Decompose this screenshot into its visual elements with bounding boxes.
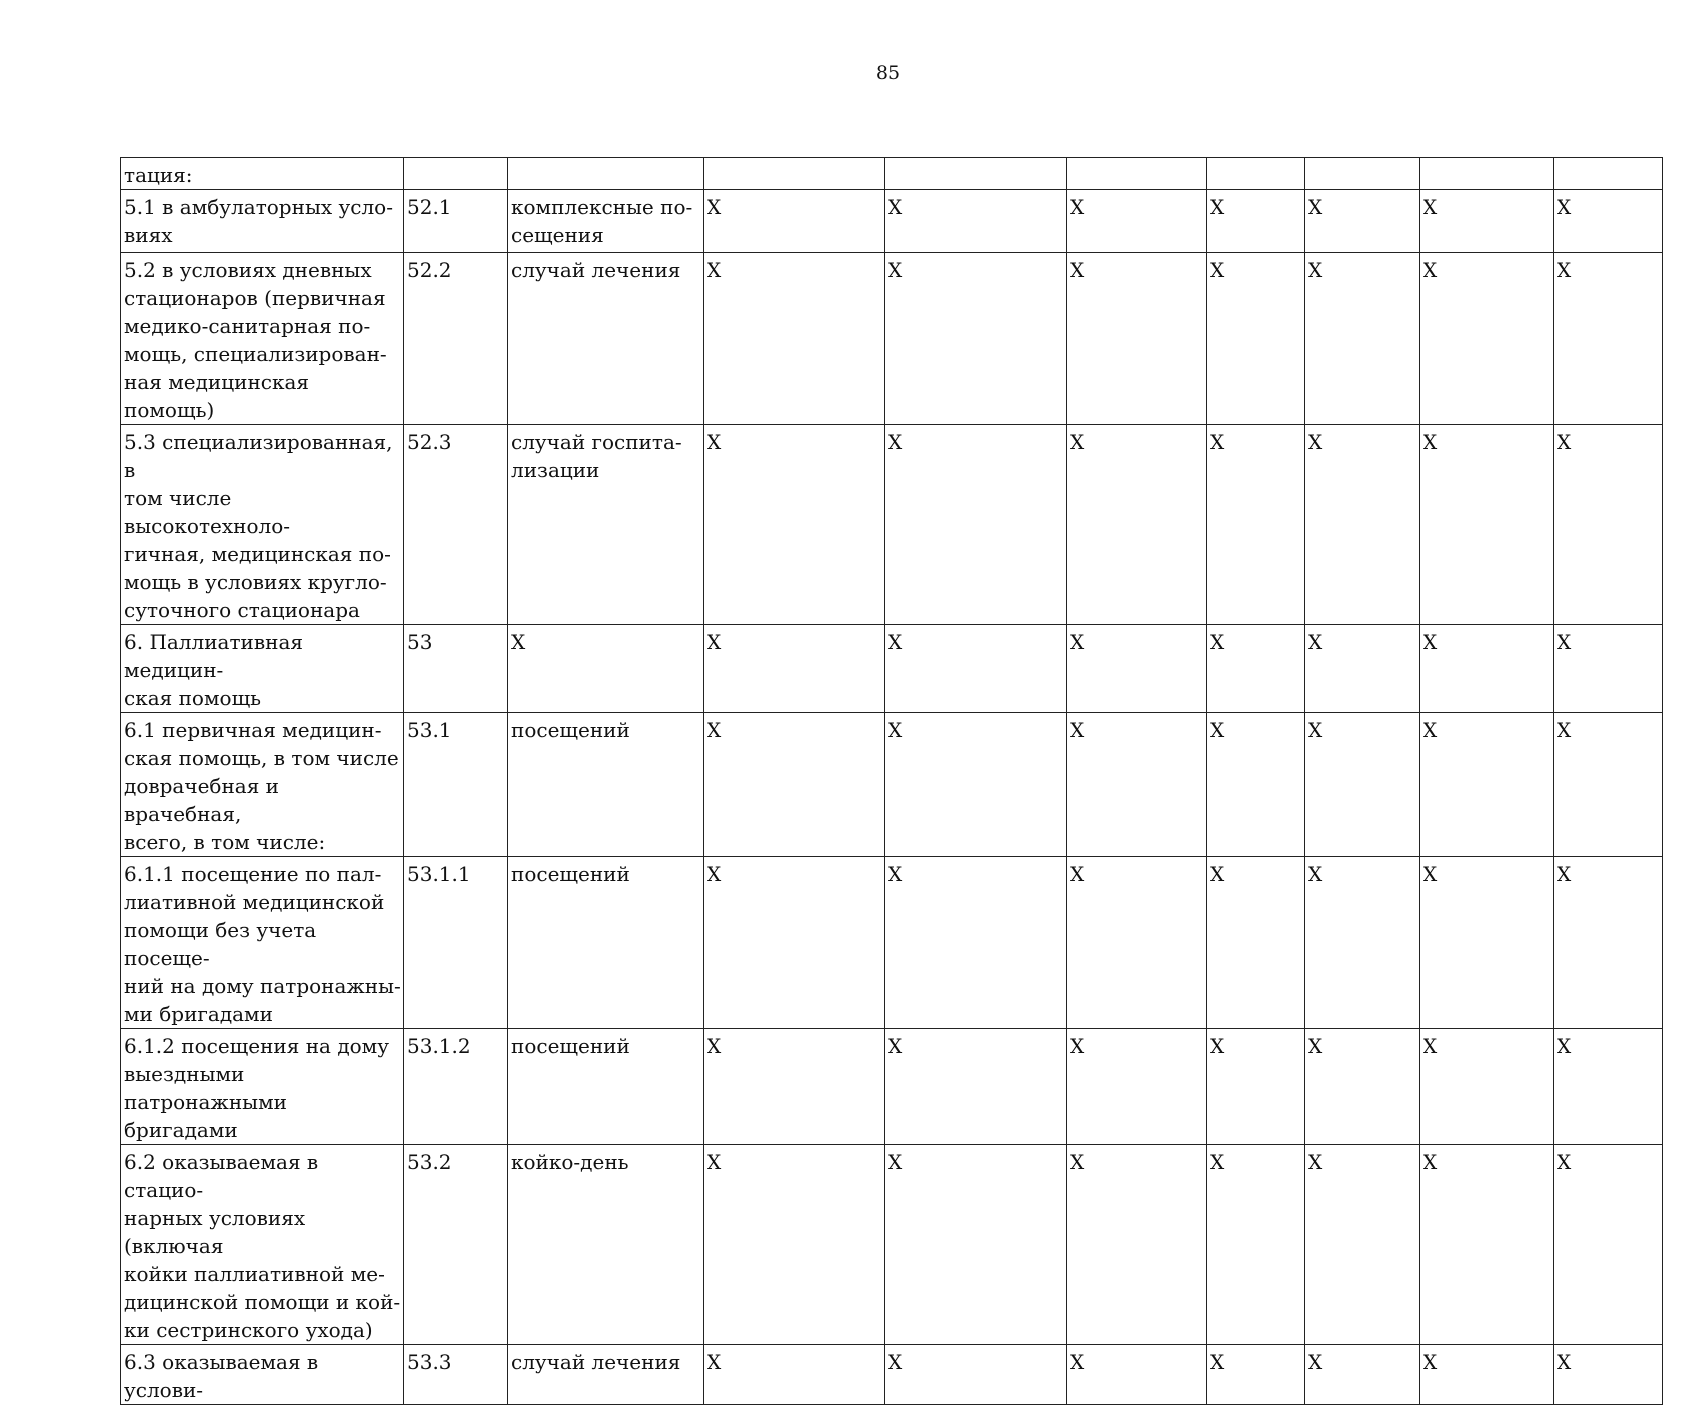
mark-cell: X: [1305, 713, 1420, 857]
services-table: [120, 157, 1663, 1405]
table-row: [121, 857, 1663, 1029]
mark-cell: [1554, 158, 1663, 190]
table-row: [121, 1345, 1663, 1405]
mark-cell: X: [704, 190, 885, 253]
mark-cell: X: [1420, 625, 1554, 713]
mark-cell: X: [1420, 1345, 1554, 1405]
row-code-cell: 53.2: [404, 1145, 508, 1345]
mark-cell: X: [1305, 857, 1420, 1029]
row-unit-cell: случай лечения: [508, 253, 704, 425]
mark-cell: X: [1420, 713, 1554, 857]
row-unit-cell: койко-день: [508, 1145, 704, 1345]
mark-cell: X: [1554, 1345, 1663, 1405]
mark-cell: X: [885, 425, 1067, 625]
mark-cell: X: [885, 1029, 1067, 1145]
page-number: 85: [875, 62, 901, 84]
mark-cell: X: [1305, 1029, 1420, 1145]
row-name-cell: 6.1 первичная медицин- ская помощь, в том числе доврачебная и врачебная, всего, в том числе:: [121, 713, 404, 857]
mark-cell: X: [1420, 425, 1554, 625]
mark-cell: X: [885, 713, 1067, 857]
row-name-cell: 6. Паллиативная медицин- ская помощь: [121, 625, 404, 713]
mark-cell: X: [1305, 625, 1420, 713]
mark-cell: [885, 158, 1067, 190]
mark-cell: X: [1207, 425, 1305, 625]
mark-cell: [1067, 158, 1207, 190]
row-unit-cell: случай госпита- лизации: [508, 425, 704, 625]
mark-cell: X: [1554, 425, 1663, 625]
row-unit-cell: посещений: [508, 857, 704, 1029]
mark-cell: X: [1067, 1029, 1207, 1145]
row-code-cell: [404, 158, 508, 190]
mark-cell: X: [1305, 1145, 1420, 1345]
mark-cell: X: [1207, 1345, 1305, 1405]
mark-cell: X: [1067, 713, 1207, 857]
row-code-cell: 53.1.2: [404, 1029, 508, 1145]
mark-cell: X: [1207, 253, 1305, 425]
mark-cell: X: [704, 425, 885, 625]
row-name-cell: 6.2 оказываемая в стацио- нарных условиях (включая койки паллиативной ме- дицинской помощи и кой- ки сестринского ухода): [121, 1145, 404, 1345]
mark-cell: X: [1207, 190, 1305, 253]
mark-cell: X: [1067, 857, 1207, 1029]
mark-cell: X: [885, 253, 1067, 425]
row-name-cell: 6.1.1 посещение по пал- лиативной медицинской помощи без учета посеще- ний на дому патронажны- ми бригадами: [121, 857, 404, 1029]
mark-cell: X: [1067, 190, 1207, 253]
mark-cell: X: [1207, 713, 1305, 857]
table-row: [121, 253, 1663, 425]
table-row: [121, 190, 1663, 253]
mark-cell: X: [1554, 1145, 1663, 1345]
mark-cell: X: [1207, 1145, 1305, 1345]
mark-cell: X: [1554, 253, 1663, 425]
table-row: [121, 425, 1663, 625]
row-name-cell: 6.1.2 посещения на дому выездными патронажными бригадами: [121, 1029, 404, 1145]
mark-cell: X: [1067, 253, 1207, 425]
row-name-cell: 6.3 оказываемая в услови-: [121, 1345, 404, 1405]
mark-cell: X: [1067, 1345, 1207, 1405]
table-row: [121, 1145, 1663, 1345]
mark-cell: [1207, 158, 1305, 190]
row-unit-cell: X: [508, 625, 704, 713]
mark-cell: X: [704, 1029, 885, 1145]
row-code-cell: 52.3: [404, 425, 508, 625]
row-code-cell: 52.1: [404, 190, 508, 253]
row-unit-cell: комплексные по- сещения: [508, 190, 704, 253]
mark-cell: X: [704, 857, 885, 1029]
mark-cell: X: [1554, 1029, 1663, 1145]
mark-cell: X: [1207, 1029, 1305, 1145]
mark-cell: X: [1554, 857, 1663, 1029]
mark-cell: X: [1420, 190, 1554, 253]
table-row: [121, 625, 1663, 713]
mark-cell: X: [1420, 1145, 1554, 1345]
row-unit-cell: посещений: [508, 1029, 704, 1145]
mark-cell: [1420, 158, 1554, 190]
mark-cell: X: [1305, 253, 1420, 425]
mark-cell: [704, 158, 885, 190]
row-name-cell: 5.3 специализированная, в том числе высокотехноло- гичная, медицинская по- мощь в условиях кругло- суточного стационара: [121, 425, 404, 625]
mark-cell: X: [1420, 1029, 1554, 1145]
mark-cell: X: [885, 625, 1067, 713]
mark-cell: X: [704, 1145, 885, 1345]
table-row: [121, 158, 1663, 190]
row-unit-cell: посещений: [508, 713, 704, 857]
row-unit-cell: случай лечения: [508, 1345, 704, 1405]
mark-cell: X: [1554, 190, 1663, 253]
table-row: [121, 1029, 1663, 1145]
mark-cell: X: [704, 713, 885, 857]
mark-cell: X: [1554, 625, 1663, 713]
row-name-cell: тация:: [121, 158, 404, 190]
mark-cell: X: [1067, 425, 1207, 625]
mark-cell: X: [1420, 253, 1554, 425]
mark-cell: X: [704, 253, 885, 425]
mark-cell: X: [885, 1345, 1067, 1405]
row-name-cell: 5.2 в условиях дневных стационаров (первичная медико-санитарная по- мощь, специализирован- ная медицинская помощь): [121, 253, 404, 425]
mark-cell: X: [885, 857, 1067, 1029]
mark-cell: X: [1305, 190, 1420, 253]
mark-cell: X: [1207, 857, 1305, 1029]
mark-cell: X: [704, 1345, 885, 1405]
row-code-cell: 53.1.1: [404, 857, 508, 1029]
mark-cell: X: [1067, 1145, 1207, 1345]
mark-cell: X: [704, 625, 885, 713]
mark-cell: X: [1305, 1345, 1420, 1405]
mark-cell: [1305, 158, 1420, 190]
mark-cell: X: [1554, 713, 1663, 857]
mark-cell: X: [885, 1145, 1067, 1345]
mark-cell: X: [1207, 625, 1305, 713]
mark-cell: X: [885, 190, 1067, 253]
row-unit-cell: [508, 158, 704, 190]
mark-cell: X: [1305, 425, 1420, 625]
row-code-cell: 52.2: [404, 253, 508, 425]
mark-cell: X: [1067, 625, 1207, 713]
row-code-cell: 53: [404, 625, 508, 713]
row-name-cell: 5.1 в амбулаторных усло- виях: [121, 190, 404, 253]
table-row: [121, 713, 1663, 857]
row-code-cell: 53.1: [404, 713, 508, 857]
row-code-cell: 53.3: [404, 1345, 508, 1405]
mark-cell: X: [1420, 857, 1554, 1029]
